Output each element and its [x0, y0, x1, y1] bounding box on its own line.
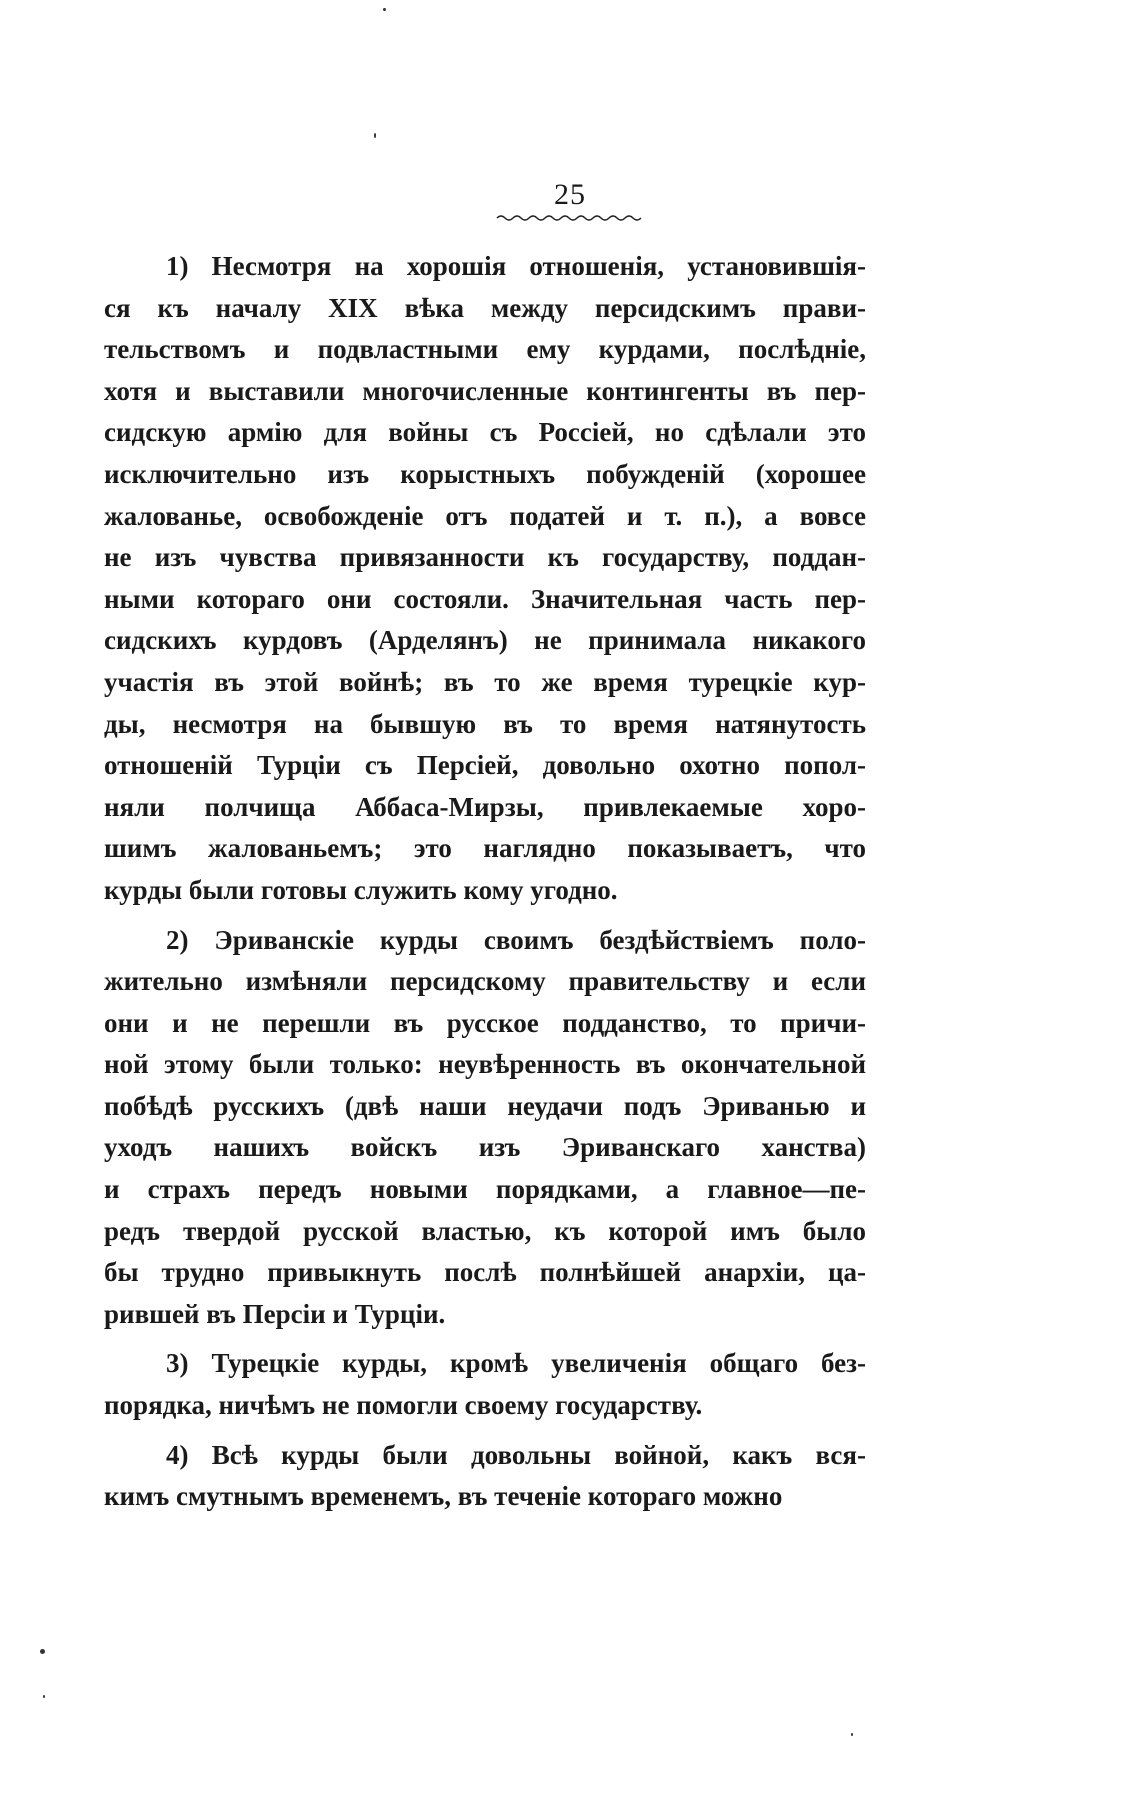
text-line: они и не перешли въ русское подданство, то причи-: [104, 1007, 866, 1038]
text-line: сидскихъ курдовъ (Арделянъ) не принимала никакого: [104, 625, 866, 656]
text-line: ной этому были только: неувѣренность въ окончательной: [104, 1049, 866, 1080]
text-line: 1) Несмотря на хорошія отношенія, установившія-: [166, 251, 866, 281]
print-speck: [43, 1695, 45, 1698]
print-speck: [851, 1733, 853, 1736]
main-text: [104, 246, 866, 1518]
text-line: не изъ чувства привязанности къ государству, поддан-: [104, 542, 866, 573]
paragraph-1: [104, 246, 866, 912]
text-line: тельствомъ и подвластными ему курдами, послѣдніе,: [104, 334, 866, 365]
text-line: шимъ жалованьемъ; это наглядно показываетъ, что: [104, 833, 866, 864]
text-line: курды были готовы служить кому угодно.: [104, 874, 618, 905]
text-line: ными которaго они состояли. Значительная часть пер-: [104, 583, 866, 614]
text-line: жалованье, освобожденіе отъ податей и т. п.), а вовсе: [104, 500, 866, 531]
text-line: ды, несмотря на бывшую въ то время натянутость: [104, 708, 866, 739]
paragraph-3: [104, 1343, 866, 1426]
text-line: побѣдѣ русскихъ (двѣ наши неудачи подъ Эриванью и: [104, 1090, 866, 1121]
text-line: няли полчища Аббаса-Мирзы, привлекаемые хоро-: [104, 791, 866, 822]
wavy-underline-ornament: [495, 214, 645, 222]
print-speck: [374, 133, 376, 138]
text-line: редъ твердой русской властью, къ которой имъ было: [104, 1215, 866, 1246]
text-line: 4) Всѣ курды были довольны войной, какъ вся-: [166, 1439, 866, 1470]
text-line: 2) Эриванскіе курды своимъ бездѣйствіемъ поло-: [166, 924, 866, 955]
text-line: ся къ началу XIX вѣка между персидскимъ прави-: [104, 292, 866, 323]
print-speck: [40, 1649, 45, 1654]
paragraph-4: [104, 1435, 866, 1518]
text-line: жительно измѣняли персидскому правительству и если: [104, 966, 866, 997]
text-line: участія въ этой войнѣ; въ то же время турецкіе кур-: [104, 666, 866, 697]
text-line: сидскую армію для войны съ Россіей, но сдѣлали это: [104, 417, 866, 448]
text-line: хотя и выставили многочисленные контингенты въ пер-: [104, 375, 866, 406]
text-line: кимъ смутнымъ временемъ, въ теченіе котораго можно: [104, 1481, 783, 1512]
text-line: 3) Турецкіе курды, кромѣ увеличенія общаго без-: [166, 1348, 866, 1379]
text-line: порядка, ничѣмъ не помогли своему государству.: [104, 1390, 703, 1421]
text-line: и страхъ передъ новыми порядками, а главное—пе-: [104, 1174, 866, 1205]
text-line: исключительно изъ корыстныхъ побужденій (хорошее: [104, 458, 866, 489]
text-line: уходъ нашихъ войскъ изъ Эриванскаго ханства): [104, 1132, 866, 1163]
print-speck: [383, 8, 386, 11]
page-number: 25: [554, 178, 586, 211]
text-line: бы трудно привыкнуть послѣ полнѣйшей анархіи, ца-: [104, 1257, 866, 1288]
paragraph-2: [104, 920, 866, 1336]
text-line: рившей въ Персіи и Турціи.: [104, 1298, 446, 1329]
text-line: отношеній Турціи съ Персіей, довольно охотно попол-: [104, 750, 866, 781]
page-header: [0, 178, 1140, 222]
